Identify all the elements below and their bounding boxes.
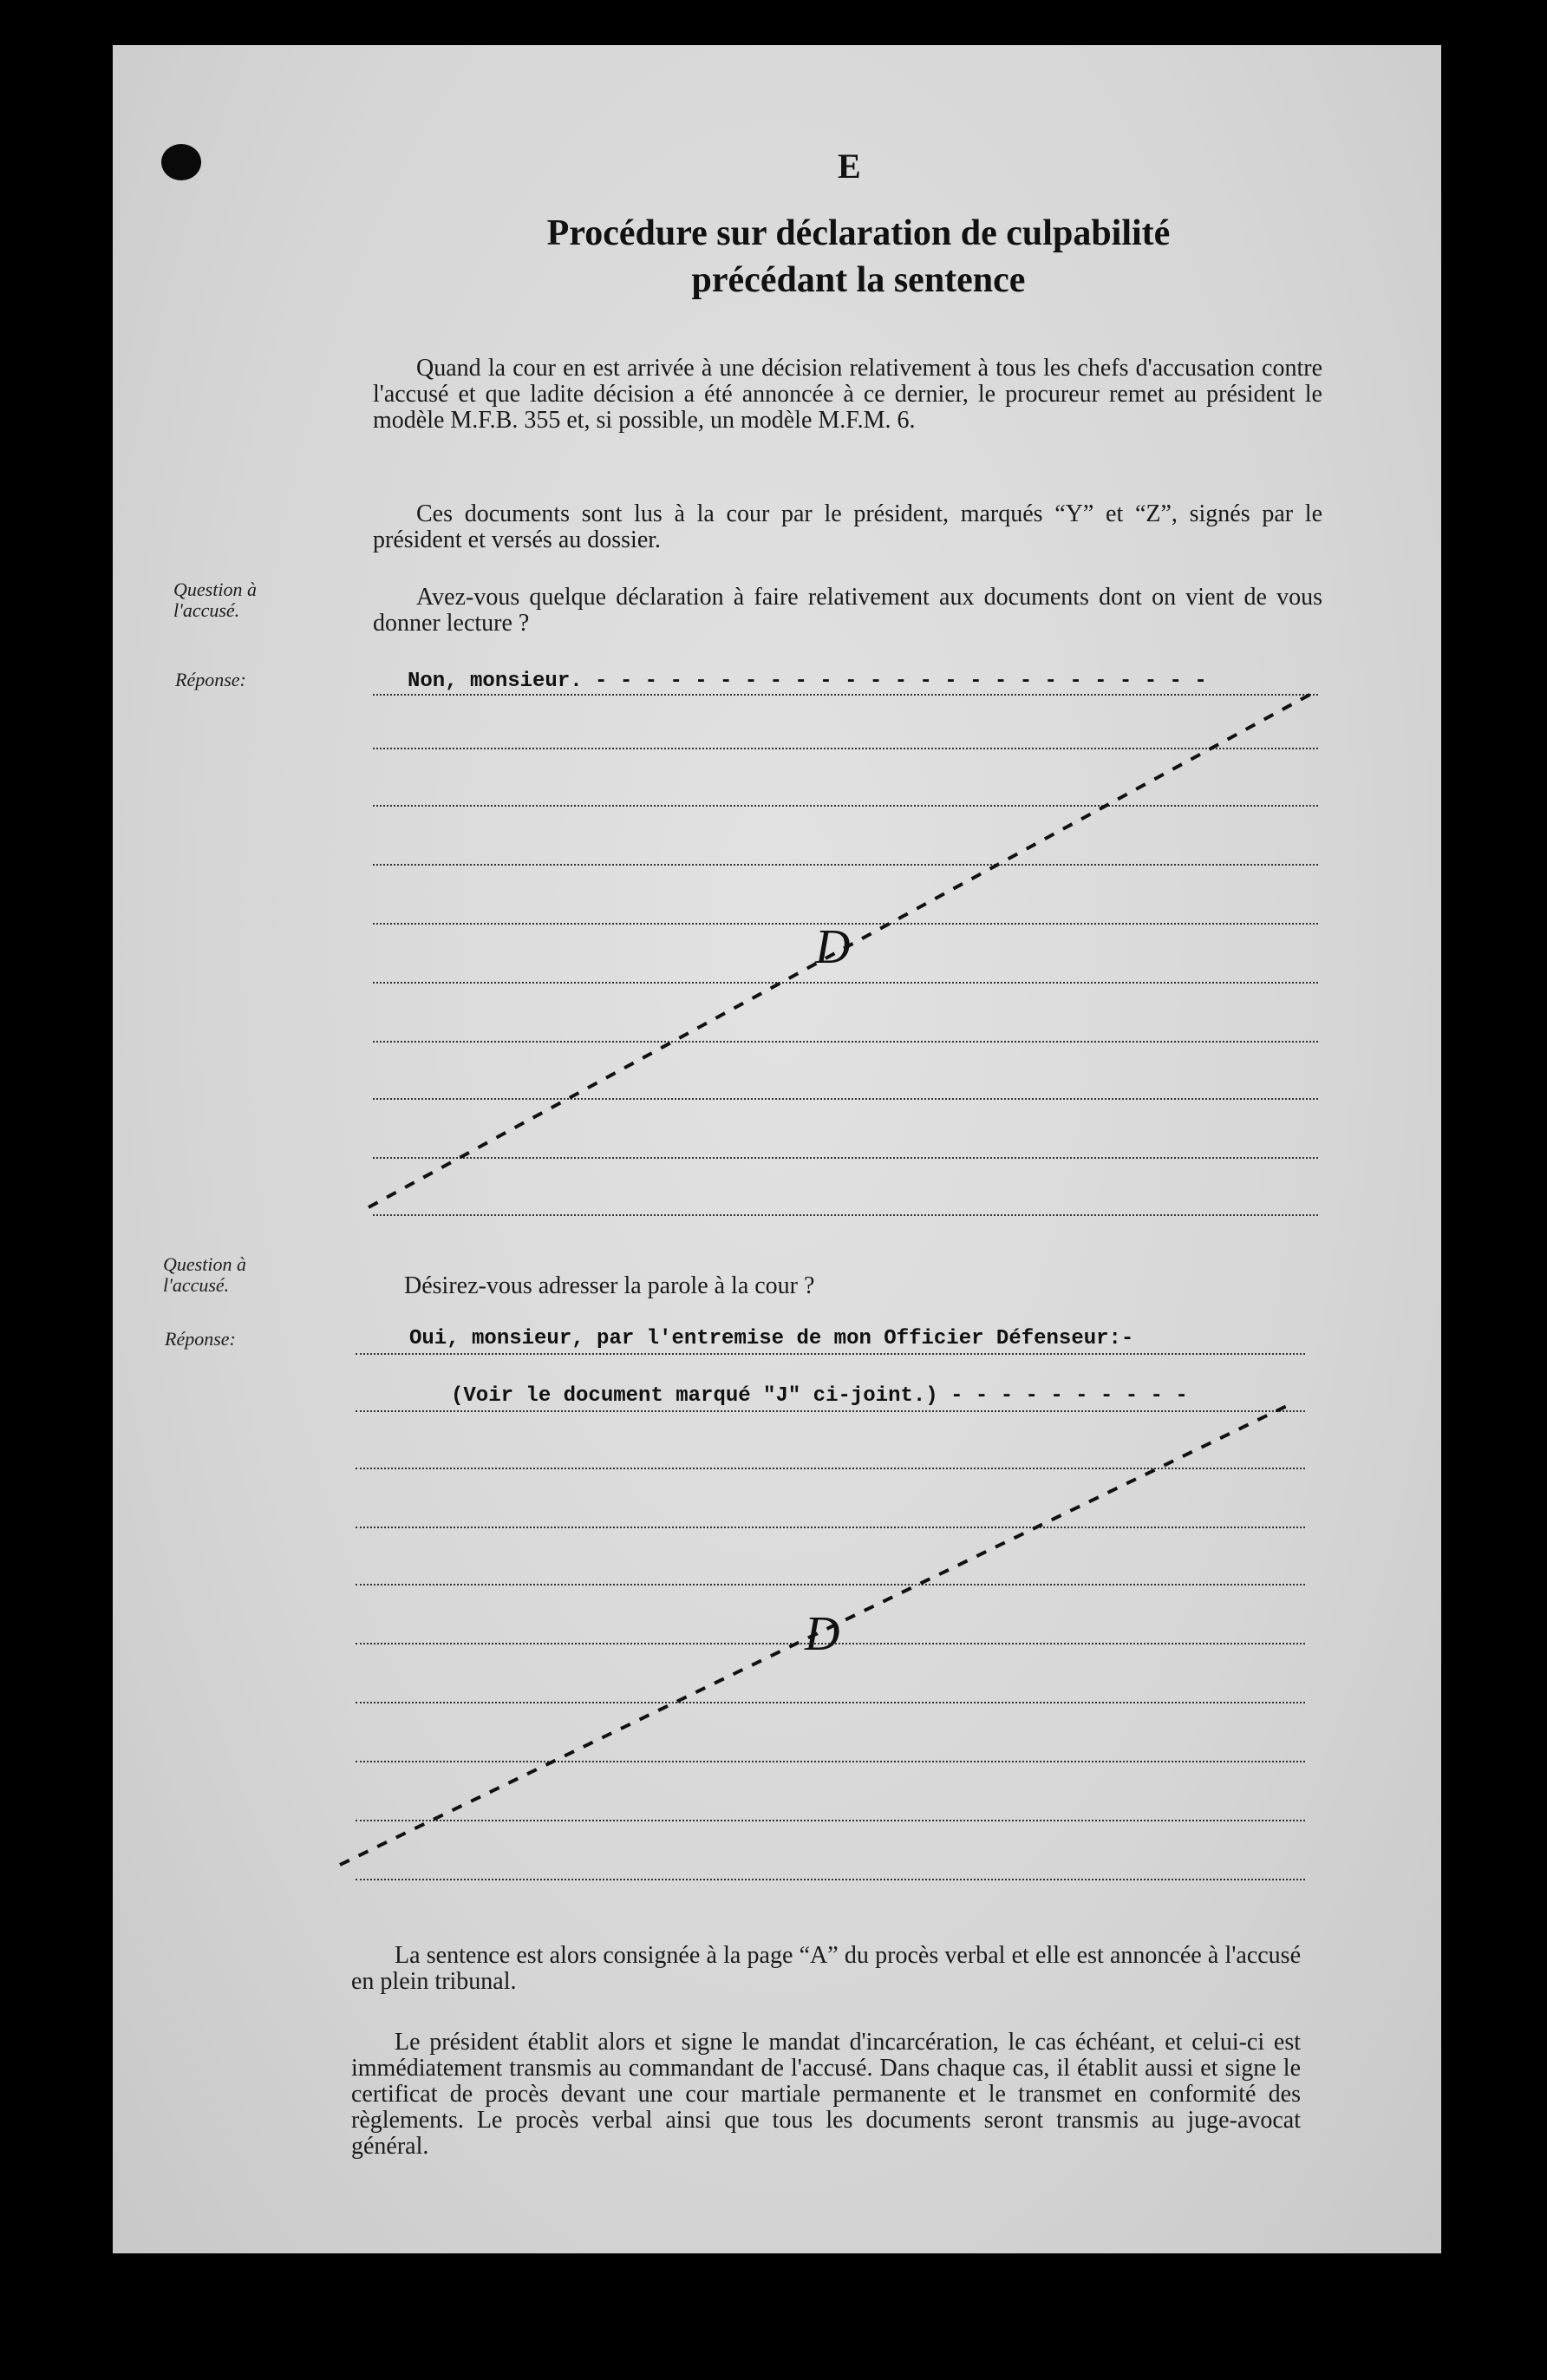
form-letter: E (838, 147, 861, 186)
title-line-1: Procédure sur déclaration de culpabilité (546, 213, 1171, 253)
question-2-text: Désirez-vous adresser la parole à la cour ? (404, 1272, 815, 1299)
closing-paragraph-2: Le président établit alors et signe le mandat d'incarcération, le cas échéant, et celui-ci est immédiatement transmis au commandant de l'accusé. Dans chaque cas, il établit aussi et signe le certificat de procès devant une cour martiale permanente et le transmet en conformité des règlements. Le procès verbal ainsi que tous les documents seront transmis au juge-avocat général. (351, 2029, 1301, 2160)
answer-1-label: Réponse: (175, 669, 246, 690)
initial-1: D (815, 920, 851, 974)
answer-2-line-2: (Voir le document marqué "J" ci-joint.) - - - - - - - - - - (451, 1384, 1188, 1408)
question-1-label: Question à l'accusé. (173, 579, 257, 621)
title-line-2: précédant la sentence (691, 260, 1026, 300)
initial-2: D (805, 1607, 840, 1661)
answer-2-line-1: Oui, monsieur, par l'entremise de mon Officier Défenseur:- (409, 1327, 1134, 1350)
answer-2-label: Réponse: (165, 1328, 236, 1350)
closing-paragraph-1: La sentence est alors consignée à la page “A” du procès verbal et elle est annoncée à l'accusé en plein tribunal. (351, 1942, 1301, 1995)
question-2-label: Question à l'accusé. (163, 1253, 246, 1296)
question-1-text: Avez-vous quelque déclaration à faire relativement aux documents dont on vient de vous donner lecture ? (373, 584, 1322, 637)
intro-paragraph-1: Quand la cour en est arrivée à une décision relativement à tous les chefs d'accusation contre l'accusé et que ladite décision a été annoncée à ce dernier, le procureur remet au président le modèle M.F.B. 355 et, si possible, un modèle M.F.M. 6. (373, 355, 1322, 434)
answer-1-text: Non, monsieur. - - - - - - - - - - - - - - - - - - - - - - - - - (408, 670, 1207, 693)
intro-paragraph-2: Ces documents sont lus à la cour par le président, marqués “Y” et “Z”, signés par le président et versés au dossier. (373, 500, 1322, 553)
